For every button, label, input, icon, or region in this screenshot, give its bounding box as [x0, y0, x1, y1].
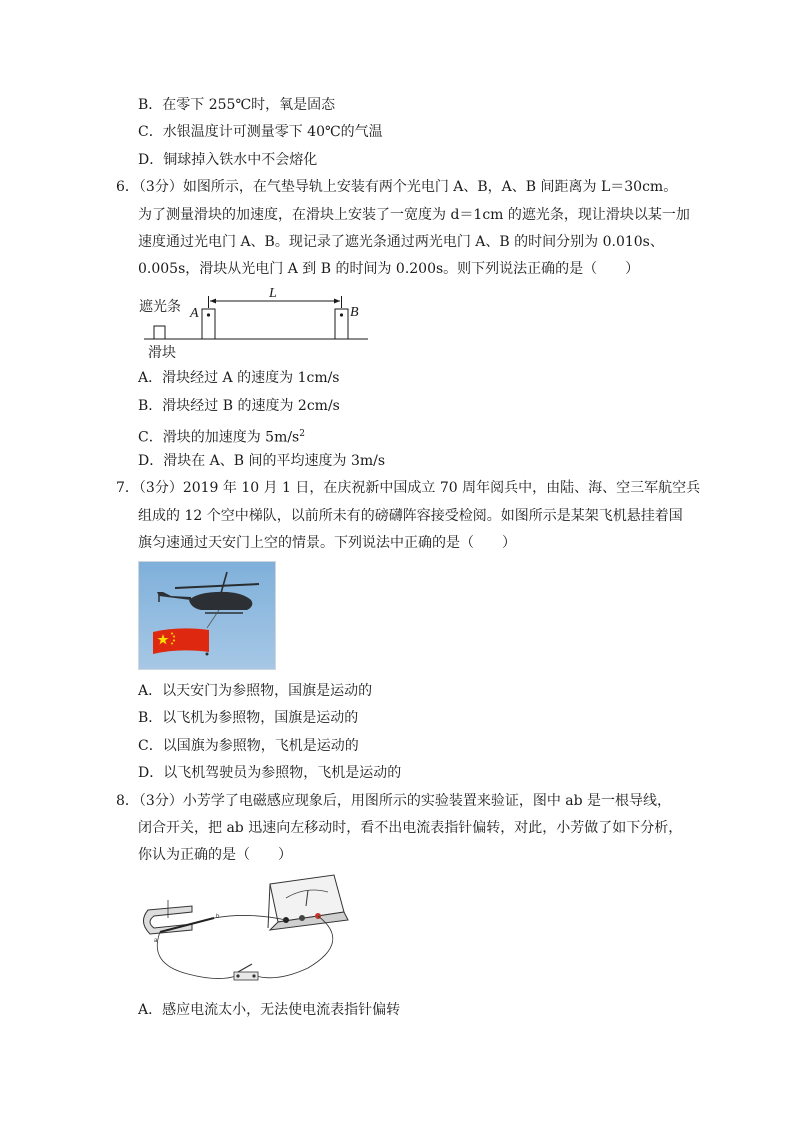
terminal-middle — [299, 915, 305, 921]
q7-option-a: A．以天安门为参照物，国旗是运动的 — [138, 683, 373, 699]
q6-stem-line-2: 为了测量滑块的加速度，在滑块上安装了一宽度为 d＝1cm 的遮光条，现让滑块以某一加 — [138, 207, 690, 223]
q7-stem-line-3: 旗匀速通过天安门上空的情景。下列说法中正确的是（ ） — [138, 535, 516, 551]
q6-option-b: B．滑块经过 B 的速度为 2cm/s — [138, 398, 340, 414]
label-shading-strip: 遮光条 — [139, 298, 181, 314]
flag-small-star-2 — [173, 636, 175, 638]
q7-stem-line-2: 组成的 12 个空中梯队，以前所未有的磅礴阵容接受检阅。如图所示是某架飞机悬挂着国 — [138, 508, 683, 524]
q6-option-c-superscript: 2 — [299, 429, 305, 439]
label-a: a — [154, 938, 158, 944]
label-b: b — [216, 914, 220, 920]
switch-lever — [238, 964, 252, 972]
label-b: B — [350, 305, 359, 320]
dim-arrow-left — [210, 299, 216, 304]
q6-option-a: A．滑块经过 A 的速度为 1cm/s — [138, 370, 340, 386]
q7-option-b: B．以飞机为参照物，国旗是运动的 — [138, 710, 359, 726]
helicopter-flag-photo — [138, 561, 276, 670]
q8-stem-line-2: 闭合开关，把 ab 迅速向左移动时，看不出电流表指针偏转，对此，小芳做了如下分析， — [138, 820, 683, 836]
label-slider: 滑块 — [148, 344, 176, 360]
q6-stem-line-3: 速度通过光电门 A、B。现记录了遮光条通过两光电门 A、B 的时间分别为 0.010s、 — [138, 234, 664, 250]
slider-block — [154, 326, 165, 339]
q6-stem-line-4: 0.005s，滑块从光电门 A 到 B 的时间为 0.200s。则下列说法正确的是（ ） — [138, 261, 640, 277]
q5-option-c: C．水银温度计可测量零下 40℃的气温 — [138, 124, 383, 140]
galvanometer-side — [268, 884, 270, 928]
q7-stem-line-1: 7．（3分）2019 年 10 月 1 日，在庆祝新中国成立 70 周年阅兵中，由陆、海、空三军航空兵 — [116, 480, 701, 496]
q6-stem-line-1: 6．（3分）如图所示，在气垫导轨上安装有两个光电门 A、B，A、B 间距离为 L＝30cm。 — [116, 179, 678, 195]
photogate-b-dot — [340, 313, 343, 316]
flag-weight — [206, 653, 209, 656]
q8-stem-line-1: 8．（3分）小芳学了电磁感应现象后，用图所示的实验装置来验证，图中 ab 是一根导线， — [116, 793, 672, 809]
q6-air-track-diagram — [136, 284, 376, 360]
q8-stem-line-3: 你认为正确的是（ ） — [138, 847, 292, 863]
q6-air-track-figure — [136, 284, 376, 360]
q5-option-d: D．铜球掉入铁水中不会熔化 — [138, 152, 318, 168]
wire-b-to-galvanometer — [214, 915, 286, 920]
q5-option-b: B．在零下 255℃时，氧是固态 — [138, 97, 336, 113]
flag-small-star-3 — [173, 640, 175, 642]
label-length: L — [269, 286, 277, 301]
q8-option-a: A．感应电流太小，无法使电流表指针偏转 — [138, 1002, 401, 1018]
dim-arrow-right — [334, 299, 340, 304]
switch-contact-left — [236, 974, 239, 977]
electromagnetic-induction-figure — [138, 872, 360, 992]
q6-option-c — [138, 424, 305, 448]
label-a: A — [190, 306, 199, 321]
q6-option-d: D．滑块在 A、B 间的平均速度为 3m/s — [138, 453, 386, 469]
circuit-diagram — [138, 872, 360, 992]
flag-small-star-1 — [171, 633, 173, 635]
switch-contact-right — [252, 974, 255, 977]
q7-option-d: D．以飞机驾驶员为参照物，飞机是运动的 — [138, 765, 402, 781]
wire-a-to-switch — [157, 932, 236, 979]
helicopter-flag-illustration — [139, 562, 276, 670]
flag-small-star-4 — [171, 643, 173, 645]
q7-option-c: C．以国旗为参照物，飞机是运动的 — [138, 738, 359, 754]
q6-option-c-text: C．滑块的加速度为 5m/s — [138, 429, 300, 446]
photogate-a-dot — [207, 313, 210, 316]
